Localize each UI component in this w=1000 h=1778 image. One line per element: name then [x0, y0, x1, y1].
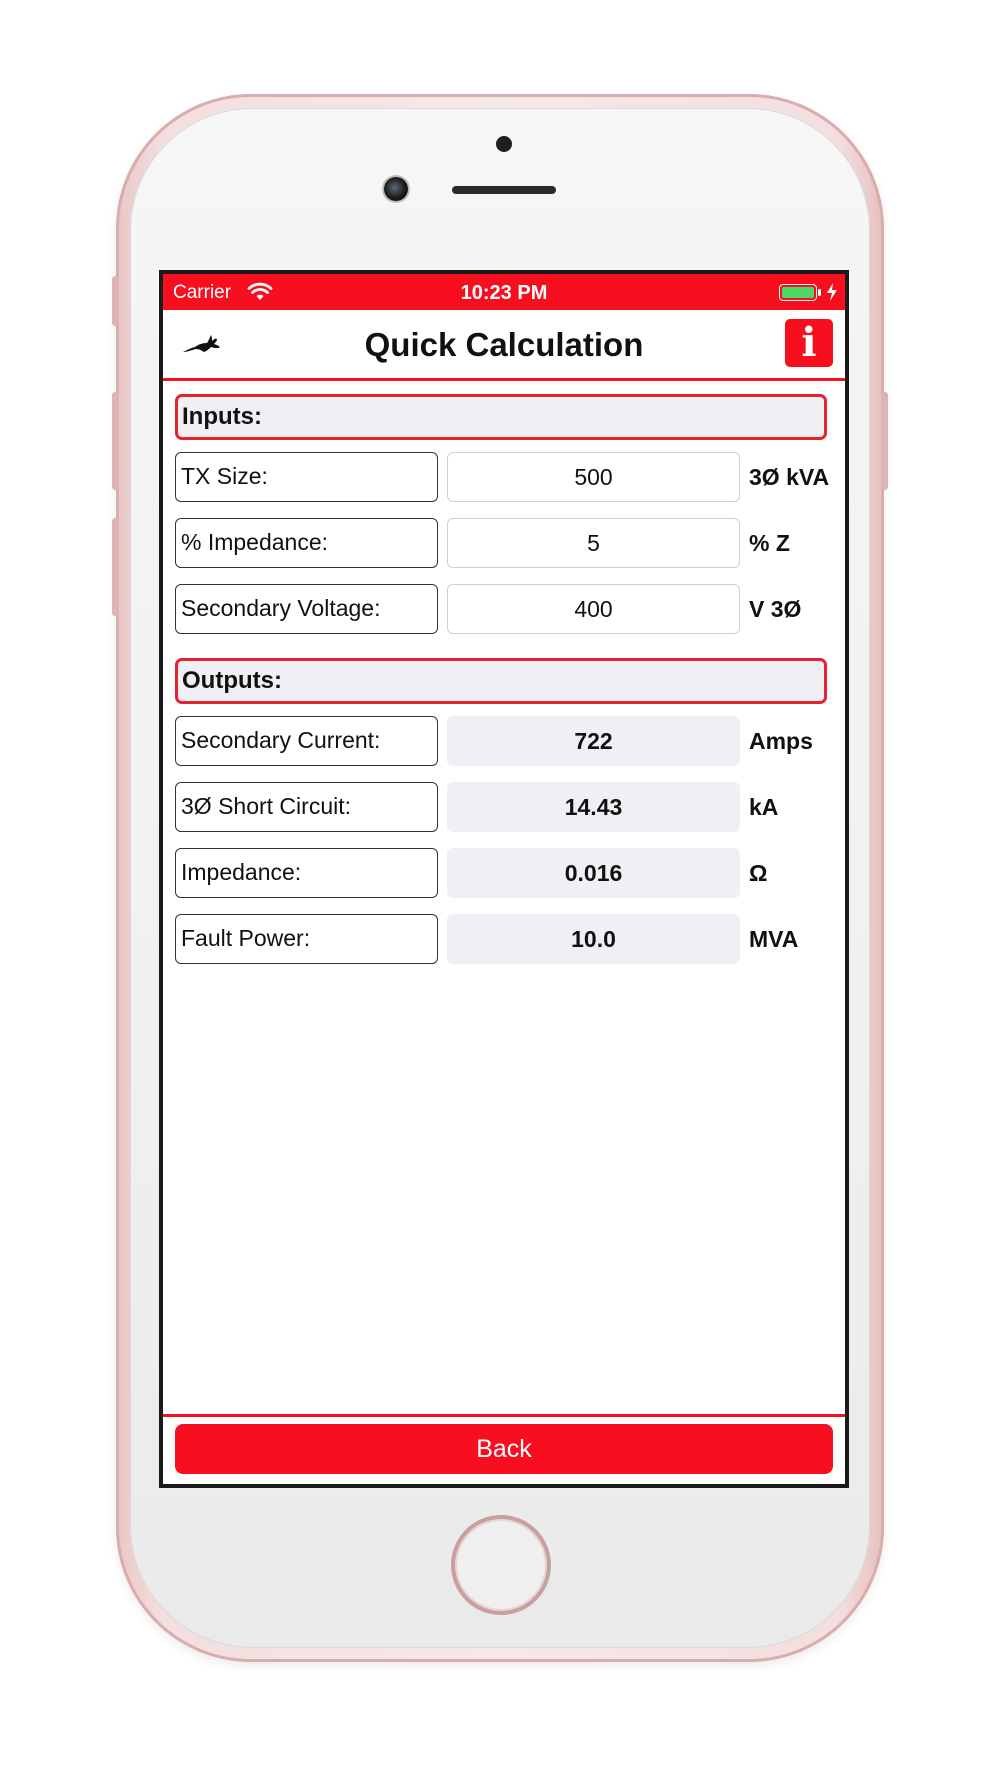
impedance-label: Impedance: [175, 848, 438, 898]
fault-power-value: 10.0 [447, 914, 740, 964]
earpiece-speaker [452, 186, 556, 194]
carrier-label: Carrier [173, 282, 232, 303]
navigation-bar [163, 310, 845, 381]
secondary-current-unit: Amps [749, 728, 813, 754]
impedance-unit: Ω [749, 860, 768, 886]
secondary-voltage-unit: V 3Ø [749, 596, 802, 622]
status-bar [163, 274, 845, 310]
battery-tip [818, 289, 821, 296]
tx-size-input[interactable] [447, 452, 740, 502]
front-camera-icon [384, 177, 408, 201]
secondary-current-label: Secondary Current: [175, 716, 438, 766]
home-button[interactable] [451, 1515, 551, 1615]
volume-down-button [112, 518, 119, 616]
secondary-current-value: 722 [447, 716, 740, 766]
inputs-section-header: Inputs: [175, 394, 827, 440]
impedance-value: 0.016 [447, 848, 740, 898]
charging-bolt-icon [825, 282, 839, 302]
tx-size-unit: 3Ø kVA [749, 464, 830, 490]
app-screen [163, 274, 845, 1484]
mute-switch [112, 276, 119, 326]
page-title: Quick Calculation [364, 326, 644, 363]
impedance-percent-input[interactable] [447, 518, 740, 568]
outputs-section-header: Outputs: [175, 658, 827, 704]
fault-power-label: Fault Power: [175, 914, 438, 964]
battery-level [782, 287, 814, 298]
secondary-voltage-label: Secondary Voltage: [175, 584, 438, 634]
footer-divider [163, 1414, 845, 1417]
status-time: 10:23 PM [460, 282, 548, 304]
battery-icon [779, 284, 817, 301]
fault-power-unit: MVA [749, 926, 799, 952]
proximity-sensor [496, 136, 512, 152]
short-circuit-value: 14.43 [447, 782, 740, 832]
power-button [881, 392, 888, 490]
short-circuit-label: 3Ø Short Circuit: [175, 782, 438, 832]
volume-up-button [112, 392, 119, 490]
impedance-percent-label: % Impedance: [175, 518, 438, 568]
impedance-percent-unit: % Z [749, 530, 790, 556]
info-button[interactable]: i [785, 319, 833, 367]
back-button[interactable]: Back [175, 1424, 833, 1474]
short-circuit-unit: kA [749, 794, 779, 820]
secondary-voltage-input[interactable] [447, 584, 740, 634]
device-screen [159, 270, 849, 1488]
tx-size-label: TX Size: [175, 452, 438, 502]
